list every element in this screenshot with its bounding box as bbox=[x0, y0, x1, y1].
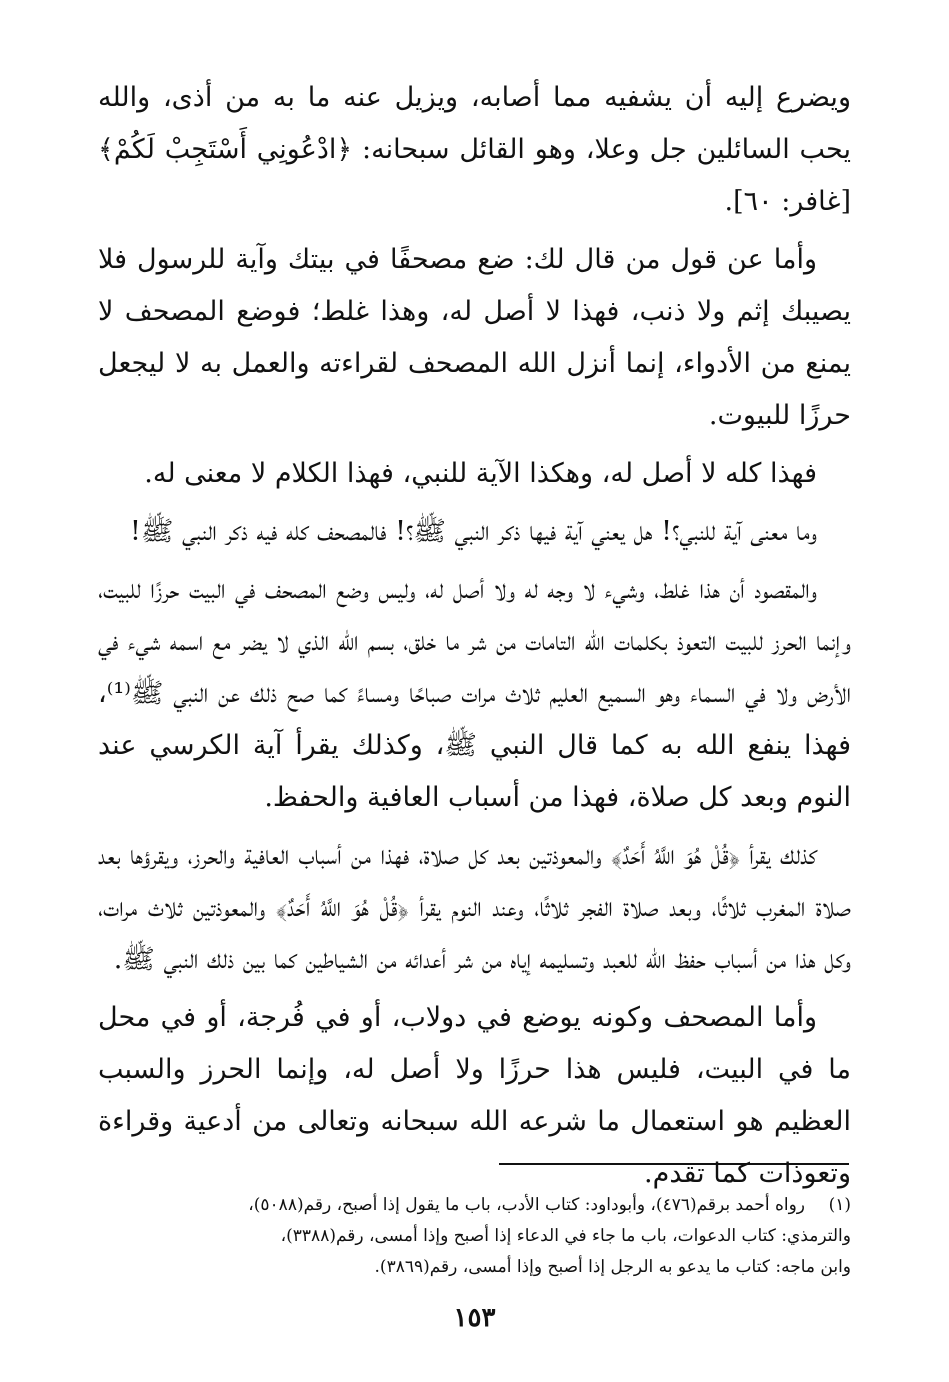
footnote-marker: (١) bbox=[828, 1195, 851, 1215]
footnote-divider bbox=[499, 1163, 849, 1165]
paragraph-2: وأما عن قول من قال لك: ضع مصحفًا في بيتك وآية للرسول فلا يصيبك إثم ولا ذنب، فهذا لا أصل له، وهذا غلط؛ فوضع المصحف لا يمنع من الأدواء، إنما أنزل الله المصحف لقراءته والعمل به لا ليجعل حرزًا للبيوت. bbox=[98, 244, 851, 431]
page-number: ١٥٣ bbox=[453, 1303, 496, 1333]
paragraph-5: والمقصود أن هذا غلط، وشيء لا وجه له ولا أصل له، وليس وضع المصحف في البيت حرزًا للبيت، وإنما الحرز للبيت التعوذ بكلمات الله التامات من شر ما خلق، بسم الله الذي لا يضر مع اسمه شيء في الأرض ولا في السماء وهو السميع العليم ثلاث مرات صباحًا ومساءً كما صح ذلك عن النبي ﷺ⁽¹⁾، فهذا ينفع الله به كما قال النبي ﷺ، وكذلك يقرأ آية الكرسي عند النوم وبعد كل صلاة، فهذا من أسباب العافية والحفظ. bbox=[98, 574, 851, 813]
paragraph-3: فهذا كله لا أصل له، وهكذا الآية للنبي، فهذا الكلام لا معنى له. bbox=[144, 458, 817, 489]
paragraph-1: ويضرع إليه أن يشفيه مما أصابه، ويزيل عنه ما به من أذى، والله يحب السائلين جل وعلا، وهو القائل سبحانه: ﴿ادْعُونِي أَسْتَجِبْ لَكُمْ﴾ [غافر: ٦٠]. bbox=[98, 82, 851, 217]
footnote-line-2: والترمذي: كتاب الدعوات، باب ما جاء في الدعاء إذا أصبح وإذا أمسى، رقم(٣٣٨٨)، bbox=[280, 1226, 851, 1246]
paragraph-7: وأما المصحف وكونه يوضع في دولاب، أو في فُرجة، أو في محل ما في البيت، فليس هذا حرزًا ولا أصل له، وإنما الحرز والسبب العظيم هو استعمال ما شرعه الله سبحانه وتعالى من أدعية وقراءة وتعوذات كما تقدم. bbox=[98, 1002, 851, 1189]
footnote-line-3: وابن ماجه: كتاب ما يدعو به الرجل إذا أصبح وإذا أمسى، رقم(٣٨٦٩). bbox=[374, 1257, 851, 1277]
footnote-text-1: رواه أحمد برقم(٤٧٦)، وأبوداود: كتاب الأدب، باب ما يقول إذا أصبح، رقم(٥٠٨٨)، bbox=[248, 1195, 805, 1215]
paragraph-4: وما معنى آية للنبي؟! هل يعني آية فيها ذكر النبي ﷺ؟! فالمصحف كله فيه ذكر النبي ﷺ! bbox=[129, 516, 817, 547]
footnote-section bbox=[98, 1190, 851, 1283]
paragraph-6: كذلك يقرأ ﴿قُلْ هُوَ اللَّهُ أَحَدٌ﴾ والمعوذتين بعد كل صلاة، فهذا من أسباب العافية والحرز، ويقرؤها بعد صلاة المغرب ثلاثًا، وبعد صلاة الفجر ثلاثًا، وعند النوم يقرأ ﴿قُلْ هُوَ اللَّهُ أَحَدٌ﴾ والمعوذتين ثلاث مرات، وكل هذا من أسباب حفظ الله للعبد وتسليمه إياه من شر أعدائه من الشياطين كما بين ذلك النبي ﷺ. bbox=[98, 840, 851, 975]
footnote-line-1 bbox=[98, 1190, 851, 1221]
main-text-body bbox=[98, 72, 851, 1206]
